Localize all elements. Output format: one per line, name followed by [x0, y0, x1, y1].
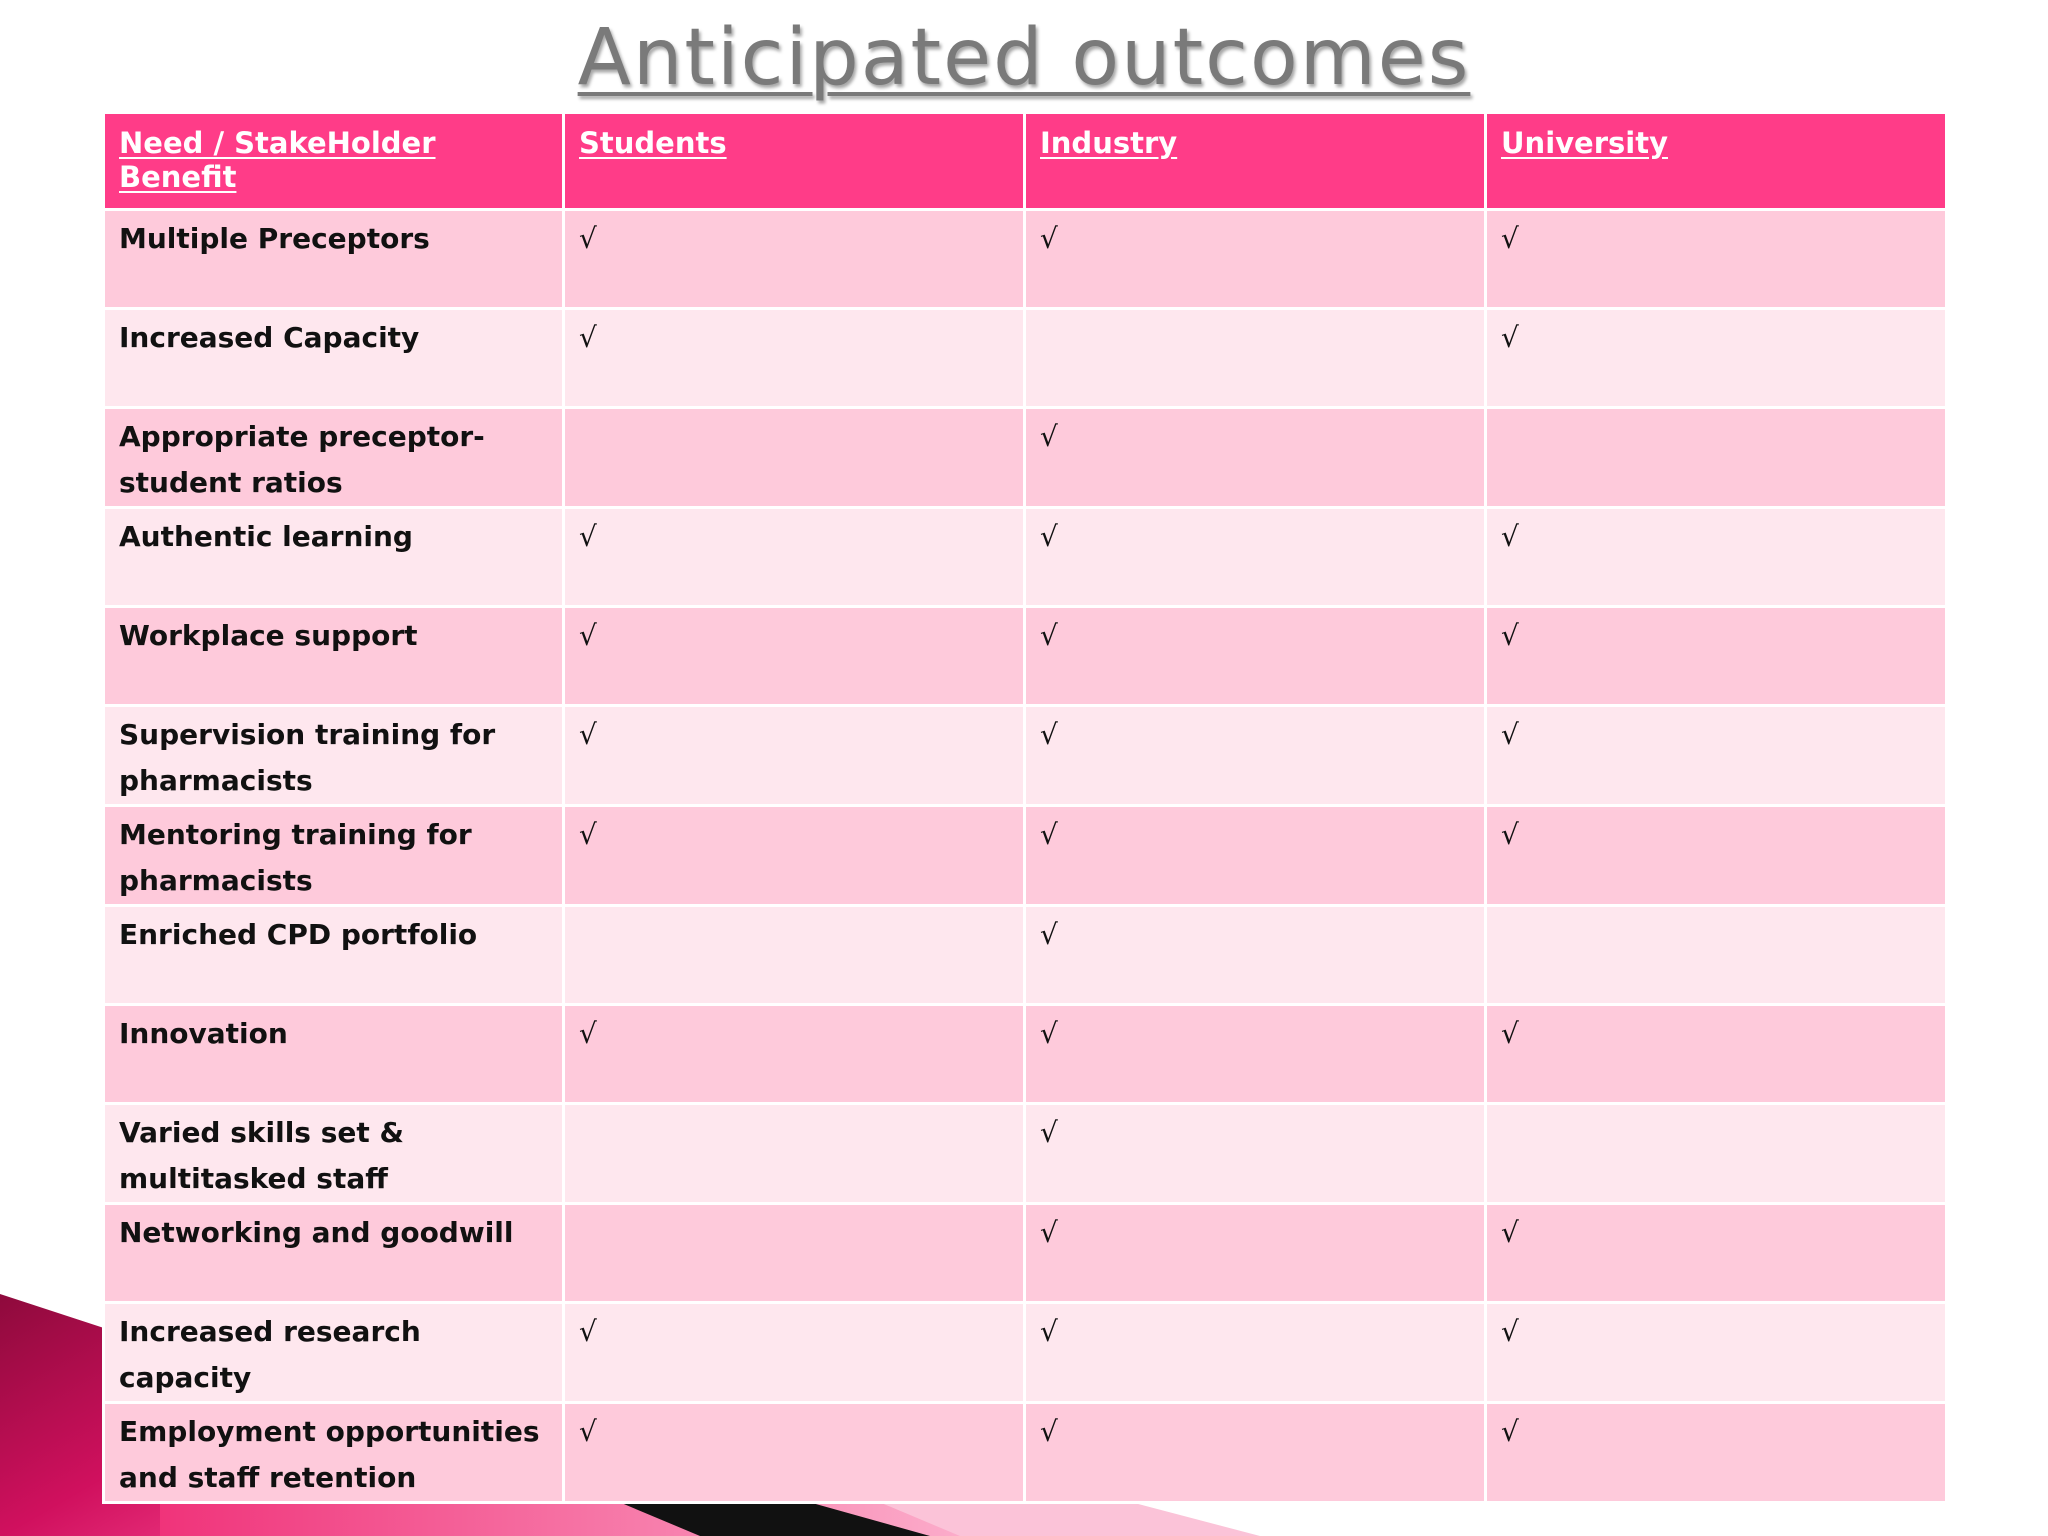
table-row: [104, 1303, 1947, 1403]
table-row: [104, 508, 1947, 607]
table-row: [104, 408, 1947, 508]
students-check: [564, 1204, 1025, 1303]
university-check: √: [1486, 508, 1947, 607]
university-check: √: [1486, 309, 1947, 408]
students-check: √: [564, 210, 1025, 309]
students-check: √: [564, 706, 1025, 806]
page-title: [0, 8, 2048, 108]
industry-check: √: [1025, 1104, 1486, 1204]
industry-check: √: [1025, 1204, 1486, 1303]
header-industry: Industry: [1025, 113, 1486, 210]
table-header-row: [104, 113, 1947, 210]
industry-check: √: [1025, 408, 1486, 508]
students-check: [564, 1104, 1025, 1204]
industry-check: √: [1025, 1303, 1486, 1403]
university-check: √: [1486, 1403, 1947, 1503]
university-check: √: [1486, 1204, 1947, 1303]
students-check: √: [564, 1303, 1025, 1403]
industry-check: √: [1025, 706, 1486, 806]
industry-check: [1025, 309, 1486, 408]
students-check: [564, 906, 1025, 1005]
need-cell: Increased Capacity: [104, 309, 564, 408]
table-row: [104, 1104, 1947, 1204]
university-check: [1486, 408, 1947, 508]
header-students: Students: [564, 113, 1025, 210]
university-check: √: [1486, 806, 1947, 906]
university-check: [1486, 906, 1947, 1005]
university-check: √: [1486, 210, 1947, 309]
table-row: [104, 1005, 1947, 1104]
page-title-text: Anticipated outcomes: [577, 13, 1471, 103]
need-cell: Mentoring training for pharmacists: [104, 806, 564, 906]
students-check: √: [564, 309, 1025, 408]
need-cell: Varied skills set & multitasked staff: [104, 1104, 564, 1204]
industry-check: √: [1025, 508, 1486, 607]
university-check: [1486, 1104, 1947, 1204]
need-cell: Workplace support: [104, 607, 564, 706]
industry-check: √: [1025, 210, 1486, 309]
students-check: [564, 408, 1025, 508]
table-row: [104, 806, 1947, 906]
table-row: [104, 706, 1947, 806]
need-cell: Appropriate preceptor-student ratios: [104, 408, 564, 508]
need-cell: Enriched CPD portfolio: [104, 906, 564, 1005]
university-check: √: [1486, 706, 1947, 806]
table-row: [104, 210, 1947, 309]
university-check: √: [1486, 1005, 1947, 1104]
need-cell: Authentic learning: [104, 508, 564, 607]
table-row: [104, 1403, 1947, 1503]
table-row: [104, 1204, 1947, 1303]
need-cell: Supervision training for pharmacists: [104, 706, 564, 806]
students-check: √: [564, 1005, 1025, 1104]
industry-check: √: [1025, 906, 1486, 1005]
header-university: University: [1486, 113, 1947, 210]
outcomes-table: [102, 111, 1948, 1504]
need-cell: Networking and goodwill: [104, 1204, 564, 1303]
students-check: √: [564, 1403, 1025, 1503]
need-cell: Increased research capacity: [104, 1303, 564, 1403]
need-cell: Employment opportunities and staff retention: [104, 1403, 564, 1503]
students-check: √: [564, 607, 1025, 706]
industry-check: √: [1025, 1403, 1486, 1503]
need-cell: Innovation: [104, 1005, 564, 1104]
industry-check: √: [1025, 607, 1486, 706]
need-cell: Multiple Preceptors: [104, 210, 564, 309]
industry-check: √: [1025, 1005, 1486, 1104]
header-need: Need / StakeHolder Benefit: [104, 113, 564, 210]
university-check: √: [1486, 607, 1947, 706]
table-row: [104, 607, 1947, 706]
university-check: √: [1486, 1303, 1947, 1403]
students-check: √: [564, 806, 1025, 906]
table-row: [104, 906, 1947, 1005]
students-check: √: [564, 508, 1025, 607]
industry-check: √: [1025, 806, 1486, 906]
table-row: [104, 309, 1947, 408]
